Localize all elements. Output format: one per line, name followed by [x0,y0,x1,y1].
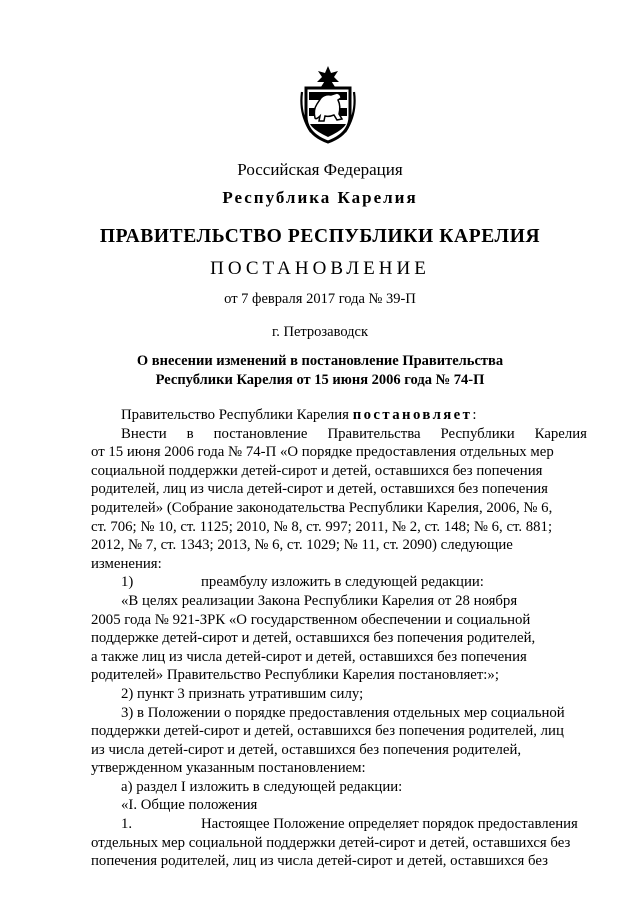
word: Правительства [327,425,421,442]
decree-line [91,406,587,425]
word: постановление [213,425,308,442]
section-heading: «I. Общие положения [121,797,258,814]
word: Внести [121,425,167,442]
government-title: ПРАВИТЕЛЬСТВО РЕСПУБЛИКИ КАРЕЛИЯ [99,226,541,247]
quote-line-1: «В целях реализации Закона Республики Карелия от 28 ноября [121,592,518,609]
paragraph-1-line-2: от 15 июня 2006 года № 74-П «О порядке предоставления отдельных мер [91,444,554,461]
item-a: а) раздел I изложить в следующей редакции: [121,778,403,795]
quote-line-5: родителей» Правительство Республики Карелия постановляет:»; [91,667,499,684]
document-body [91,406,587,871]
subject-line-2: Республики Карелия от 15 июня 2006 года № 74-П [155,372,485,388]
paragraph-1-line-4: родителей, лиц из числа детей-сирот и детей, оставшихся без попечения [91,481,548,498]
quote-line-4: а также лиц из числа детей-сирот и детей, оставшихся без попечения [91,648,527,665]
paragraph-1-line-3: социальной поддержки детей-сирот и детей, оставшихся без попечения [91,462,543,479]
section-1-text: Настоящее Положение определяет порядок предоставления [201,816,578,833]
republic-title: Республика Карелия [222,188,418,207]
paragraph-1-line-6: ст. 706; № 10, ст. 1125; 2010, № 8, ст. 997; 2011, № 2, ст. 148; № 6, ст. 881; [91,518,553,535]
item-3-line-1: 3) в Положении о порядке предоставления отдельных мер социальной [121,704,565,721]
section-1-line-1 [91,815,587,834]
date-and-number: от 7 февраля 2017 года № 39-П [224,291,416,307]
section-1-number: 1. [121,816,133,833]
decree-intro: Правительство Республики Карелия [121,407,353,423]
paragraph-1-line-1 [91,425,587,444]
item-2: 2) пункт 3 признать утратившим силу; [121,685,364,702]
item-3-line-4: утвержденном указанным постановлением: [91,760,366,777]
word: Республики [440,425,515,442]
section-1-line-2: отдельных мер социальной поддержки детей-сирот и детей, оставшихся без [91,834,571,851]
subject-line-1: О внесении изменений в постановление Правительства [136,353,504,369]
city: г. Петрозаводск [271,324,369,340]
decree-verb: постановляет [352,407,473,423]
item-1-number: 1) [121,574,134,591]
paragraph-1-line-8: изменения: [91,555,162,572]
document-type: ПОСТАНОВЛЕНИЕ [210,258,430,279]
item-1 [91,573,587,592]
item-3-line-3: из числа детей-сирот и детей, оставшихся без попечения родителей, [91,741,522,758]
quote-line-2: 2005 года № 921-ЗРК «О государственном обеспечении и социальной [91,611,531,628]
coat-of-arms-karelia [297,64,359,144]
decree-colon: : [472,407,477,423]
federation-title: Российская Федерация [237,160,403,179]
section-1-line-3: попечения родителей, лиц из числа детей-сирот и детей, оставшихся без [91,853,548,870]
paragraph-1-line-7: 2012, № 7, ст. 1343; 2013, № 6, ст. 1029; № 11, ст. 2090) следующие [91,537,513,554]
word: Карелия [534,425,587,442]
quote-line-3: поддержке детей-сирот и детей, оставшихся без попечения родителей, [91,630,536,647]
item-1-text: преамбулу изложить в следующей редакции: [201,574,484,591]
word: в [186,425,194,442]
item-3-line-2: поддержки детей-сирот и детей, оставшихся без попечения родителей, лиц [91,723,564,740]
paragraph-1-line-5: родителей» (Собрание законодательства Республики Карелия, 2006, № 6, [91,499,553,516]
